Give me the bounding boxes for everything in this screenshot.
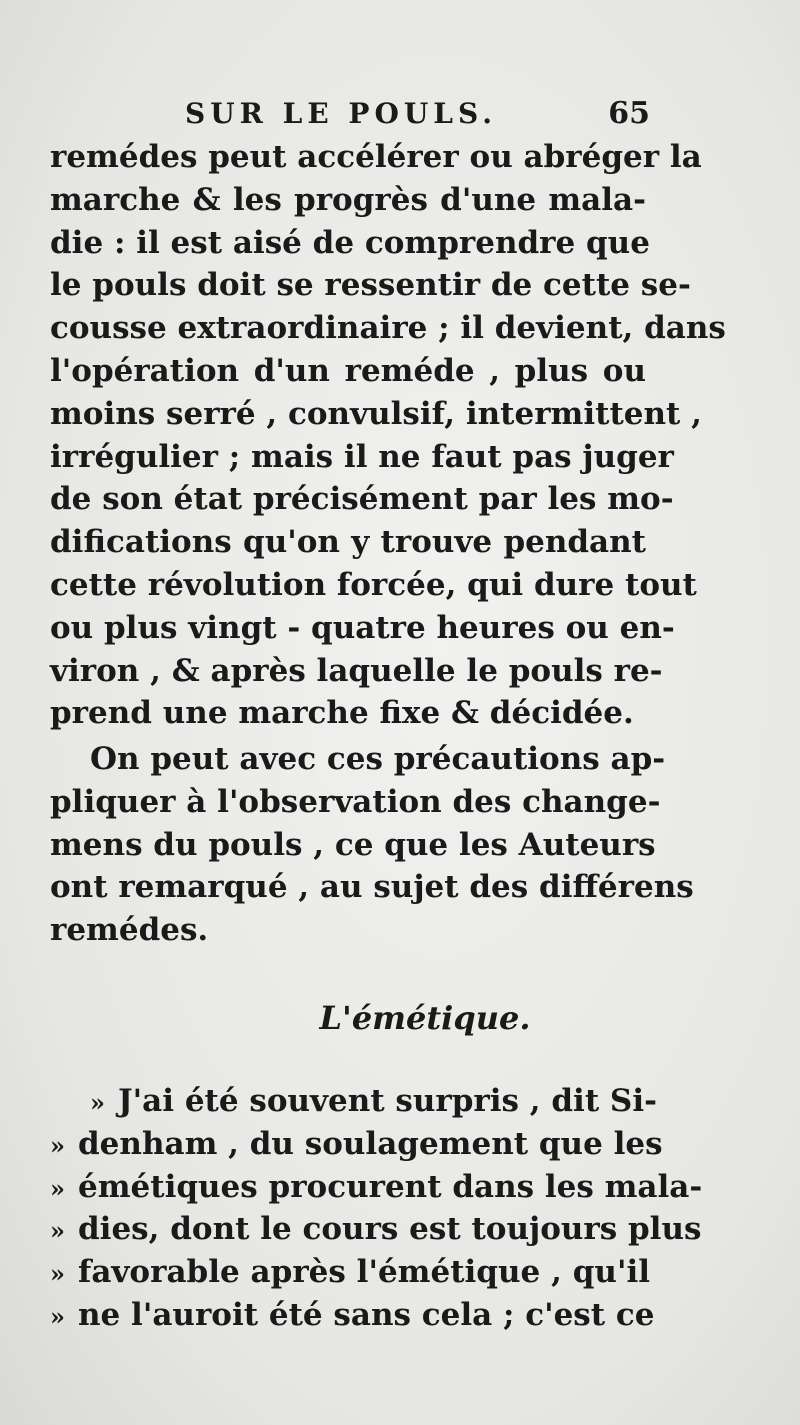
text-line: viron , & après laquelle le pouls re- (50, 652, 663, 689)
quote-mark: » (50, 1173, 65, 1203)
text-line: die : il est aisé de comprendre que (50, 224, 650, 261)
text-line: l'opération d'un reméde , plus ou (50, 352, 646, 389)
text-line: ou plus vingt - quatre heures ou en- (50, 609, 675, 646)
section-heading: L'émétique. (319, 999, 531, 1037)
paragraph-continued (50, 136, 726, 735)
quote-mark: » (50, 1259, 65, 1289)
text-line: ont remarqué , au sujet des différens (50, 869, 694, 906)
text-line: prend une marche fixe & décidée. (50, 695, 634, 732)
quote-mark: » (50, 1130, 65, 1160)
quote-text: dies, dont le cours est toujours plus (78, 1211, 702, 1248)
quote-text: ne l'auroit été sans cela ; c'est ce (78, 1296, 655, 1333)
quote-line (50, 1208, 702, 1251)
page-header (185, 92, 650, 136)
text-line: cette révolution forcée, qui dure tout (50, 566, 697, 603)
text-line: difications qu'on y trouve pendant (50, 524, 646, 561)
quote-text: denham , du soulagement que les (78, 1125, 663, 1162)
quote-line (50, 1166, 703, 1209)
text-line: moins serré , convulsif, intermittent , (50, 395, 702, 432)
text-line: cousse extraordinaire ; il devient, dans (50, 310, 726, 347)
paragraph-precautions (50, 738, 694, 952)
text-line: marche & les progrès d'une mala- (50, 181, 646, 218)
quote-line (50, 1251, 650, 1294)
quotation-block (50, 1080, 703, 1337)
text-line: mens du pouls , ce que les Auteurs (50, 826, 656, 863)
text-line: On peut avec ces précautions ap- (90, 741, 666, 777)
text-line: remédes. (50, 912, 209, 949)
quote-text: favorable après l'émétique , qu'il (78, 1254, 650, 1291)
quote-mark: » (50, 1301, 65, 1331)
quote-text: émétiques procurent dans les mala- (78, 1168, 703, 1205)
text-line: irrégulier ; mais il ne faut pas juger (50, 438, 674, 475)
quote-text: J'ai été souvent surpris , dit Si- (118, 1083, 657, 1119)
quote-line (50, 1123, 663, 1166)
text-line: pliquer à l'observation des change- (50, 783, 661, 820)
text-line: de son état précisément par les mo- (50, 481, 674, 518)
quote-line (50, 1294, 655, 1337)
page-number: 65 (608, 96, 650, 131)
quote-mark: » (50, 1216, 65, 1246)
running-head: SUR LE POULS. (185, 97, 497, 130)
quote-line (50, 1080, 657, 1123)
text-line: remédes peut accélérer ou abréger la (50, 139, 702, 175)
text-line: le pouls doit se ressentir de cette se- (50, 267, 691, 304)
quote-mark: » (90, 1088, 105, 1117)
